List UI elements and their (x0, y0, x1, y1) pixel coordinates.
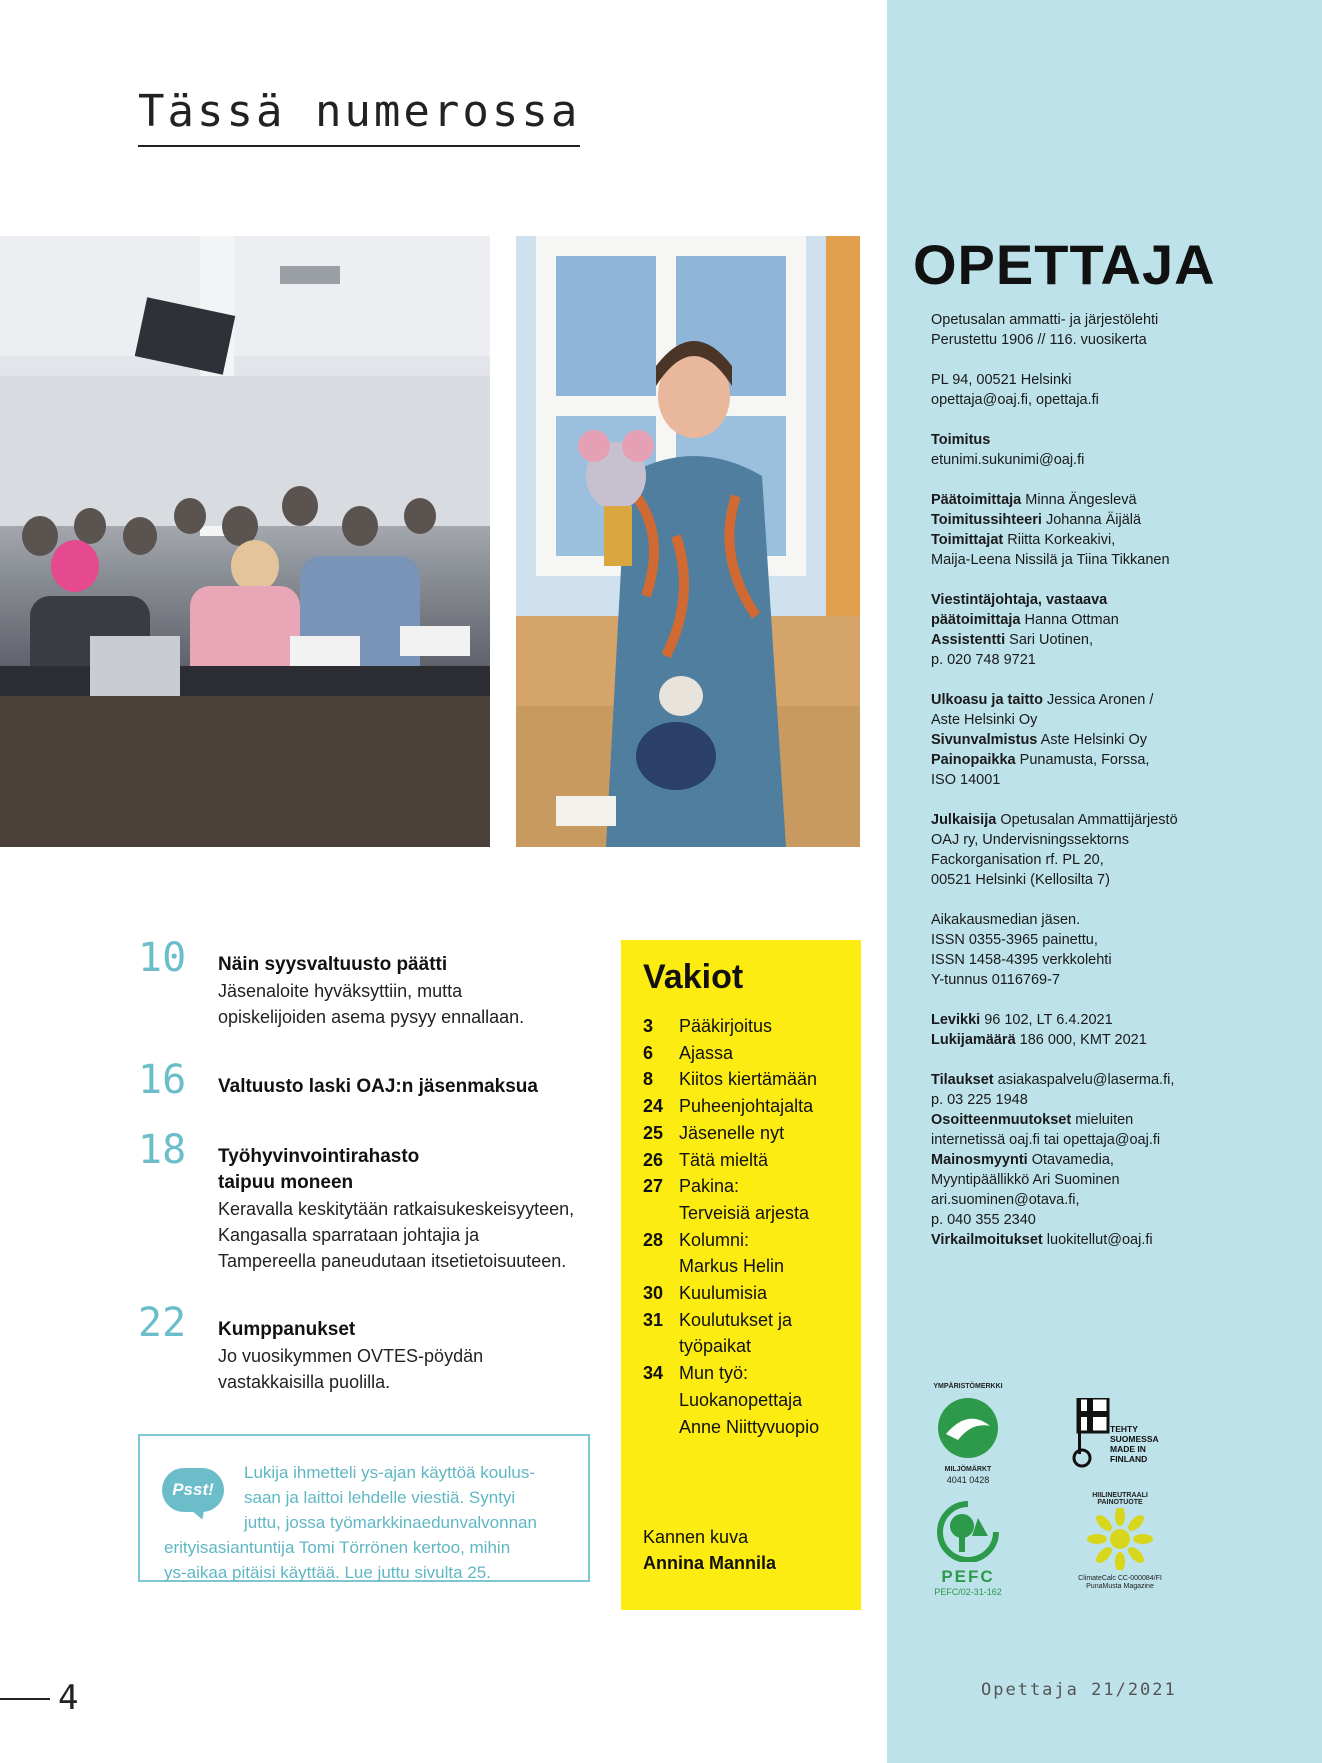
article-title-line: Työhyvinvointirahasto (218, 1146, 420, 1167)
psst-line: Lukija ihmetteli ys-ajan käyttöä koulus- (244, 1463, 536, 1482)
mainosmyynti-contact: Myyntipäällikkö Ari Suominen (931, 1172, 1120, 1188)
vakiot-label: Markus Helin (679, 1256, 785, 1277)
vakiot-item[interactable] (643, 1333, 861, 1360)
vakiot-label: Tätä mieltä (679, 1149, 769, 1170)
vakiot-box (621, 940, 861, 1610)
swan-ecolabel-icon (928, 1388, 1008, 1474)
key-flag-icon (1070, 1398, 1110, 1468)
cover-photographer: Annina Mannila (643, 1553, 777, 1573)
vakiot-item[interactable] (643, 1040, 861, 1067)
article-page-number: 22 (138, 1300, 187, 1346)
vakiot-item[interactable] (643, 1253, 861, 1280)
climatecalc-code: ClimateCalc CC-000084/FI (1078, 1575, 1162, 1582)
ulkoasu-name: Jessica Aronen / (1047, 692, 1154, 708)
label-paatoimittaja: Päätoimittaja (931, 492, 1022, 508)
vakiot-item[interactable] (643, 1200, 861, 1227)
vakiot-label: Pakina: (679, 1176, 740, 1197)
pefc-tree-icon (928, 1500, 1008, 1562)
masthead-tagline: Opetusalan ammatti- ja järjestölehti (931, 312, 1159, 328)
article-desc-line: Jo vuosikymmen OVTES-pöydän (218, 1346, 484, 1366)
magazine-logo: OPETTAJA (913, 233, 1216, 296)
label-viestintajohtaja: Viestintäjohtaja, vastaava (931, 592, 1108, 608)
vakiot-item[interactable] (643, 1227, 861, 1254)
vakiot-label: Koulutukset ja (679, 1309, 793, 1330)
article-desc-line: Keravalla keskitytään ratkaisukeskeisyyteen, (218, 1199, 575, 1219)
mainosmyynti-phone: p. 040 355 2340 (931, 1212, 1036, 1228)
psst-callout (138, 1434, 590, 1582)
vakiot-page-number: 25 (643, 1122, 664, 1143)
vakiot-label: Puheenjohtajalta (679, 1096, 814, 1117)
folio-rule (0, 1698, 50, 1700)
osoitteenmuutokset-text-2[interactable]: internetissä oaj.fi tai opettaja@oaj.fi (931, 1132, 1161, 1148)
toimittajat-names-2: Maija-Leena Nissilä ja Tiina Tikkanen (931, 552, 1170, 568)
ymparisto-code: 4041 0428 (946, 1475, 990, 1485)
vakiot-item[interactable] (643, 1414, 861, 1441)
vakiot-page-number (643, 1333, 679, 1360)
vakiot-page-number: 27 (643, 1176, 664, 1197)
mainosmyynti-company: Otavamedia, (1031, 1152, 1114, 1168)
osoitteenmuutokset-text: mieluiten (1075, 1112, 1134, 1128)
sun-flower-icon (1085, 1508, 1155, 1570)
council-meeting-illustration (0, 236, 490, 847)
viestintajohtaja-name: Hanna Ottman (1024, 612, 1119, 628)
vakiot-page-number (643, 1200, 679, 1227)
vakiot-label: työpaikat (679, 1336, 752, 1357)
pefc-label: PEFC (941, 1567, 995, 1586)
carbon-neutral-ring-text: HIILINEUTRAALI PAINOTUOTE (1092, 1492, 1148, 1506)
julkaisija-line: OAJ ry, Undervisningssektorns (931, 832, 1129, 848)
assistentti-phone: p. 020 748 9721 (931, 652, 1036, 668)
article-desc-line: Tampereella paneudutaan itsetietoisuuteen. (218, 1251, 567, 1271)
vakiot-label: Anne Niittyvuopio (679, 1416, 820, 1437)
label-assistentti: Assistentti (931, 632, 1006, 648)
painopaikka-name: Punamusta, Forssa, (1019, 752, 1150, 768)
virkailmoitukset-email[interactable]: luokitellut@oaj.fi (1046, 1232, 1153, 1248)
vakiot-item[interactable] (643, 1013, 861, 1040)
levikki-value: 96 102, LT 6.4.2021 (984, 1012, 1113, 1028)
article-description (218, 978, 618, 1030)
masthead-info (931, 310, 1311, 1250)
label-toimitussihteeri: Toimitussihteeri (931, 512, 1042, 528)
article-desc-line: Kangasalla sparrataan johtajia ja (218, 1225, 480, 1245)
photo-teacher-with-toys (516, 236, 860, 847)
vakiot-page-number: 3 (643, 1016, 654, 1036)
punamusta-magazine: PunaMusta Magazine (1086, 1583, 1154, 1590)
issn-web: ISSN 1458-4395 verkkolehti (931, 952, 1112, 968)
y-tunnus: Y-tunnus 0116769-7 (931, 972, 1060, 988)
article-page-number: 10 (138, 935, 187, 981)
vakiot-page-number (643, 1253, 679, 1280)
article-title: Kumppanukset (218, 1319, 356, 1340)
vakiot-page-number: 31 (643, 1309, 664, 1330)
vakiot-label: Pääkirjoitus (679, 1016, 773, 1036)
made-in-finland: MADE IN FINLAND (1110, 1444, 1148, 1464)
toimitussihteeri-name: Johanna Äijälä (1045, 512, 1142, 528)
vakiot-label: Mun työ: (679, 1363, 749, 1384)
article-page-number: 18 (138, 1127, 187, 1173)
masthead-contact[interactable]: opettaja@oaj.fi, opettaja.fi (931, 392, 1099, 408)
vakiot-item[interactable] (643, 1093, 861, 1120)
vakiot-item[interactable] (643, 1147, 861, 1174)
masthead-founded: Perustettu 1906 // 116. vuosikerta (931, 332, 1147, 348)
psst-line: saan ja laittoi lehdelle viestiä. Syntyi (244, 1488, 516, 1507)
aikakausmedia: Aikakausmedian jäsen. (931, 912, 1081, 928)
psst-line: juttu, jossa työmarkkinaedunvalvonnan (244, 1513, 537, 1532)
mainosmyynti-email[interactable]: ari.suominen@otava.fi, (931, 1192, 1080, 1208)
vakiot-item[interactable] (643, 1280, 861, 1307)
vakiot-label: Ajassa (679, 1042, 734, 1063)
label-julkaisija: Julkaisija (931, 812, 997, 828)
page-title: Tässä numerossa (138, 86, 580, 147)
ulkoasu-company: Aste Helsinki Oy (931, 712, 1038, 728)
vakiot-list (643, 1013, 861, 1440)
label-virkailmoitukset: Virkailmoitukset (931, 1232, 1043, 1248)
label-toimitus: Toimitus (931, 432, 991, 448)
iso-standard: ISO 14001 (931, 772, 1001, 788)
article-description (218, 1196, 618, 1274)
cover-credit-label: Kannen kuva (643, 1527, 749, 1547)
sivunvalmistus-company: Aste Helsinki Oy (1040, 732, 1147, 748)
lukijamaara-value: 186 000, KMT 2021 (1019, 1032, 1147, 1048)
label-lukijamaara: Lukijamäärä (931, 1032, 1016, 1048)
assistentti-name: Sari Uotinen, (1009, 632, 1093, 648)
psst-line: erityisasiantuntija Tomi Törrönen kertoo, mihin (164, 1538, 511, 1557)
julkaisija-line: Fackorganisation rf. PL 20, (931, 852, 1104, 868)
toimitus-email[interactable]: etunimi.sukunimi@oaj.fi (931, 452, 1085, 468)
vakiot-page-number: 8 (643, 1069, 654, 1090)
vakiot-label: Kiitos kiertämään (679, 1069, 818, 1090)
julkaisija-name: Opetusalan Ammattijärjestö (1000, 812, 1178, 828)
vakiot-label: Kolumni: (679, 1229, 750, 1250)
article-title-line: taipuu moneen (218, 1172, 354, 1193)
label-ulkoasu: Ulkoasu ja taitto (931, 692, 1043, 708)
label-levikki: Levikki (931, 1012, 981, 1028)
vakiot-item[interactable] (643, 1387, 861, 1414)
article-title: Valtuusto laski OAJ:n jäsenmaksua (218, 1076, 538, 1097)
made-in-finland-text (1110, 1424, 1180, 1464)
vakiot-page-number (643, 1387, 679, 1414)
vakiot-page-number: 26 (643, 1149, 664, 1170)
tilaukset-phone: p. 03 225 1948 (931, 1092, 1028, 1108)
vakiot-title: Vakiot (643, 958, 744, 996)
label-tilaukset: Tilaukset (931, 1072, 994, 1088)
article-desc-line: vastakkaisilla puolilla. (218, 1372, 391, 1392)
swan-ecolabel-badge (928, 1383, 1008, 1485)
psst-line: ys-aikaa pitäisi käyttää. Lue juttu sivulta 25. (164, 1563, 491, 1582)
tilaukset-email[interactable]: asiakaspalvelu@laserma.fi, (997, 1072, 1175, 1088)
teacher-illustration (516, 236, 860, 847)
label-painopaikka: Painopaikka (931, 752, 1016, 768)
issue-label: Opettaja 21/2021 (981, 1680, 1177, 1700)
pefc-code: PEFC/02-31-162 (934, 1587, 1002, 1597)
vakiot-page-number: 28 (643, 1229, 664, 1250)
vakiot-label: Kuulumisia (679, 1283, 768, 1304)
vakiot-item[interactable] (643, 1173, 861, 1200)
vakiot-page-number: 34 (643, 1363, 664, 1384)
vakiot-page-number: 24 (643, 1096, 664, 1117)
vakiot-label: Luokanopettaja (679, 1389, 803, 1410)
photo-council-meeting (0, 236, 490, 847)
article-page-number: 16 (138, 1057, 187, 1103)
vakiot-item[interactable] (643, 1120, 861, 1147)
psst-speech-bubble-icon: Psst! (162, 1468, 224, 1512)
masthead-address: PL 94, 00521 Helsinki (931, 372, 1072, 388)
vakiot-label: Terveisiä arjesta (679, 1202, 810, 1223)
label-mainosmyynti: Mainosmyynti (931, 1152, 1028, 1168)
vakiot-page-number (643, 1414, 679, 1441)
article-desc-line: Jäsenaloite hyväksyttiin, mutta (218, 981, 463, 1001)
vakiot-label: Jäsenelle nyt (679, 1122, 785, 1143)
label-vastaava-paatoimittaja: päätoimittaja (931, 612, 1021, 628)
vakiot-page-number: 6 (643, 1042, 654, 1063)
miljomarkt-label: MILJÖMÄRKT (944, 1466, 992, 1473)
vakiot-item[interactable] (643, 1360, 861, 1387)
article-desc-line: opiskelijoiden asema pysyy ennallaan. (218, 1007, 525, 1027)
psst-text (164, 1460, 566, 1585)
tehty-suomessa: TEHTY SUOMESSA (1110, 1424, 1159, 1444)
carbon-neutral-badge (1070, 1492, 1170, 1591)
vakiot-item[interactable] (643, 1307, 861, 1334)
pefc-badge (928, 1500, 1008, 1597)
julkaisija-line: 00521 Helsinki (Kellosilta 7) (931, 872, 1110, 888)
label-toimittajat: Toimittajat (931, 532, 1004, 548)
issn-print: ISSN 0355-3965 painettu, (931, 932, 1098, 948)
label-osoitteenmuutokset: Osoitteenmuutokset (931, 1112, 1072, 1128)
vakiot-page-number: 30 (643, 1283, 664, 1304)
article-title (218, 1144, 598, 1196)
vakiot-item[interactable] (643, 1066, 861, 1093)
page-number: 4 (58, 1678, 79, 1718)
paatoimittaja-name: Minna Ängeslevä (1025, 492, 1137, 508)
toimittajat-names: Riitta Korkeakivi, (1007, 532, 1116, 548)
article-title: Näin syysvaltuusto päätti (218, 954, 448, 975)
article-description (218, 1343, 618, 1395)
ymparisto-label: YMPÄRISTÖMERKKI (933, 1383, 1003, 1390)
label-sivunvalmistus: Sivunvalmistus (931, 732, 1038, 748)
cover-credit (643, 1524, 776, 1576)
